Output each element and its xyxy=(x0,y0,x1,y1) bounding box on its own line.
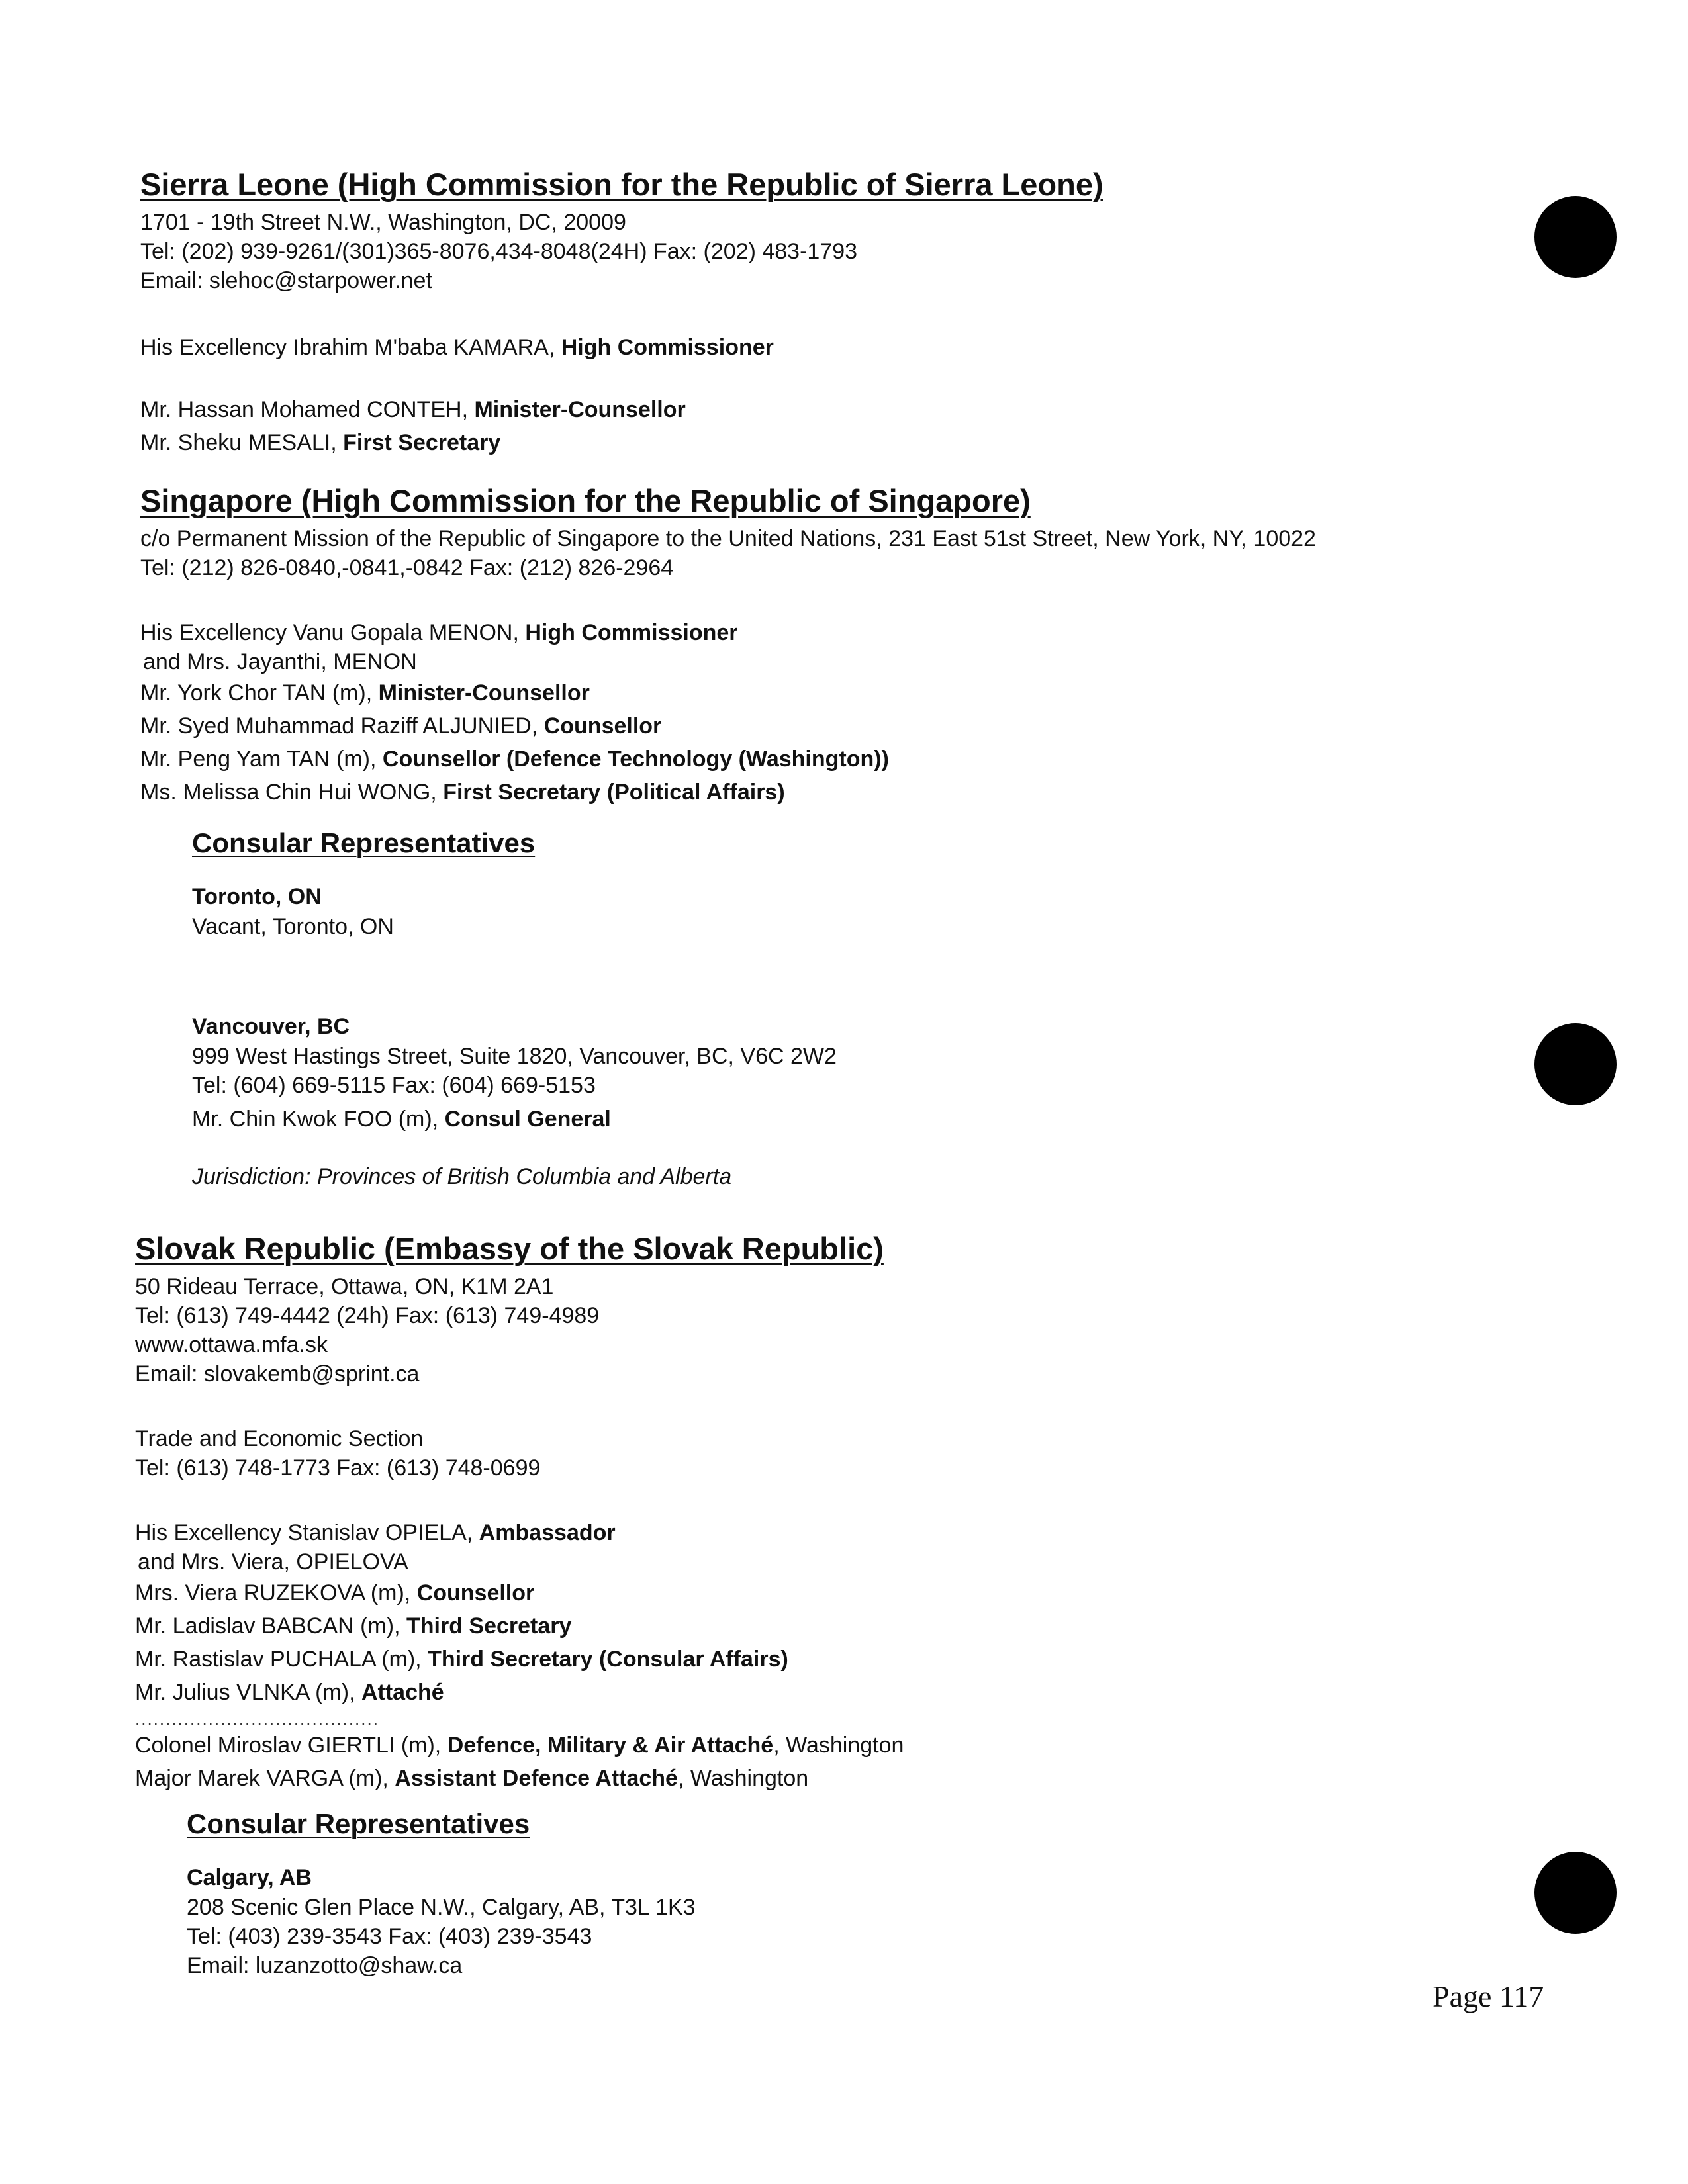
binder-hole-middle xyxy=(1534,1023,1617,1105)
head-of-mission xyxy=(140,618,1504,647)
slovak-tel: Tel: (613) 749-4442 (24h) Fax: (613) 749-4989 xyxy=(135,1303,600,1328)
diplomat-title: High Commissioner xyxy=(561,335,774,360)
diplomat-location: , Washington xyxy=(677,1766,809,1791)
diplomat-title: Third Secretary (Consular Affairs) xyxy=(428,1647,788,1672)
spouse: and Mrs. Viera, OPIELOVA xyxy=(138,1549,408,1574)
binder-hole-bottom xyxy=(1534,1852,1617,1934)
diplomat-name: Major Marek VARGA (m), xyxy=(135,1766,395,1791)
binder-hole-top xyxy=(1534,196,1617,278)
diplomat-location: , Washington xyxy=(773,1733,904,1758)
singapore-address: c/o Permanent Mission of the Republic of Singapore to the United Nations, 231 East 51st Street, New York, NY, 10022 xyxy=(140,526,1316,551)
consular-heading: Consular Representatives xyxy=(192,827,536,858)
diplomat-entry xyxy=(140,676,1504,709)
slovak-address: 50 Rideau Terrace, Ottawa, ON, K1M 2A1 xyxy=(135,1274,554,1299)
diplomat-entry xyxy=(135,1610,1499,1643)
diplomat-name: Mrs. Viera RUZEKOVA (m), xyxy=(135,1580,417,1606)
consulate-city: Toronto, ON xyxy=(192,884,322,909)
diplomat-title: Assistant Defence Attaché xyxy=(395,1766,678,1791)
consulate-tel: Tel: (604) 669-5115 Fax: (604) 669-5153 xyxy=(192,1073,596,1098)
sierra-leone-email: Email: slehoc@starpower.net xyxy=(140,268,432,293)
diplomat-entry xyxy=(135,1676,1499,1709)
diplomat-title: Consul General xyxy=(444,1107,611,1132)
diplomat-title: Third Secretary xyxy=(406,1614,572,1639)
trade-section-label: Trade and Economic Section xyxy=(135,1426,424,1451)
slovak-section xyxy=(135,1230,1499,1980)
diplomat-name: Ms. Melissa Chin Hui WONG, xyxy=(140,780,444,805)
diplomat-name: Mr. Rastislav PUCHALA (m), xyxy=(135,1647,428,1672)
diplomat-entry xyxy=(140,331,1504,364)
defence-entry xyxy=(135,1762,1499,1795)
dotted-separator: ........................................ xyxy=(135,1709,379,1729)
sierra-leone-tel: Tel: (202) 939-9261/(301)365-8076,434-8048(24H) Fax: (202) 483-1793 xyxy=(140,239,858,264)
diplomat-title: First Secretary xyxy=(343,430,501,455)
singapore-tel: Tel: (212) 826-0840,-0841,-0842 Fax: (212) 826-2964 xyxy=(140,555,674,580)
diplomat-entry xyxy=(140,776,1504,809)
consulate-city: Vancouver, BC xyxy=(192,1014,350,1039)
diplomat-entry xyxy=(140,709,1504,743)
diplomat-title: Ambassador xyxy=(479,1520,616,1545)
diplomat-entry xyxy=(140,393,1504,426)
diplomat-name: Mr. Peng Yam TAN (m), xyxy=(140,747,383,772)
diplomat-name: His Excellency Ibrahim M'baba KAMARA, xyxy=(140,335,561,360)
singapore-consular-block xyxy=(140,825,1504,1191)
diplomat-name: Mr. Hassan Mohamed CONTEH, xyxy=(140,397,475,422)
slovak-website: www.ottawa.mfa.sk xyxy=(135,1332,328,1357)
diplomat-title: Minister-Counsellor xyxy=(474,397,686,422)
sierra-leone-address: 1701 - 19th Street N.W., Washington, DC, 20009 xyxy=(140,210,626,235)
diplomat-name: Mr. Ladislav BABCAN (m), xyxy=(135,1614,406,1639)
diplomat-title: Counsellor (Defence Technology (Washington)) xyxy=(382,747,889,772)
diplomat-name: Mr. Julius VLNKA (m), xyxy=(135,1680,361,1705)
diplomat-entry xyxy=(135,1643,1499,1676)
consulate-line: Vacant, Toronto, ON xyxy=(192,914,394,939)
consul-entry xyxy=(192,1103,1504,1136)
consulate-city: Calgary, AB xyxy=(187,1865,312,1890)
singapore-heading: Singapore (High Commission for the Republic of Singapore) xyxy=(140,483,1031,518)
consulate-email: Email: luzanzotto@shaw.ca xyxy=(187,1953,463,1978)
diplomat-title: Counsellor xyxy=(416,1580,535,1606)
diplomat-title: Counsellor xyxy=(543,713,662,739)
diplomat-title: Defence, Military & Air Attaché xyxy=(447,1733,774,1758)
sierra-leone-heading: Sierra Leone (High Commission for the Republic of Sierra Leone) xyxy=(140,167,1103,202)
page-number: Page 117 xyxy=(1432,1979,1544,2013)
diplomat-title: Minister-Counsellor xyxy=(378,680,590,705)
diplomat-title: High Commissioner xyxy=(525,620,738,645)
diplomat-name: His Excellency Stanislav OPIELA, xyxy=(135,1520,479,1545)
consulate-address: 999 West Hastings Street, Suite 1820, Vancouver, BC, V6C 2W2 xyxy=(192,1044,837,1069)
diplomat-entry xyxy=(140,743,1504,776)
spouse: and Mrs. Jayanthi, MENON xyxy=(143,649,417,674)
diplomat-name: Colonel Miroslav GIERTLI (m), xyxy=(135,1733,447,1758)
diplomat-name: Mr. Syed Muhammad Raziff ALJUNIED, xyxy=(140,713,544,739)
consulate-address: 208 Scenic Glen Place N.W., Calgary, AB, T3L 1K3 xyxy=(187,1895,696,1920)
head-of-mission xyxy=(135,1518,1499,1547)
sierra-leone-section xyxy=(140,165,1504,459)
consular-heading: Consular Representatives xyxy=(187,1808,530,1839)
consulate-tel: Tel: (403) 239-3543 Fax: (403) 239-3543 xyxy=(187,1924,592,1949)
diplomat-entry xyxy=(135,1576,1499,1610)
diplomat-entry xyxy=(140,426,1504,459)
trade-section-tel: Tel: (613) 748-1773 Fax: (613) 748-0699 xyxy=(135,1455,541,1480)
jurisdiction-note: Jurisdiction: Provinces of British Columbia and Alberta xyxy=(192,1164,732,1189)
diplomat-name: Mr. Sheku MESALI, xyxy=(140,430,344,455)
slovak-email: Email: slovakemb@sprint.ca xyxy=(135,1361,420,1387)
singapore-section xyxy=(140,482,1504,1191)
diplomat-title: Attaché xyxy=(361,1680,444,1705)
slovak-consular-block xyxy=(135,1805,1499,1980)
diplomat-title: First Secretary (Political Affairs) xyxy=(443,780,785,805)
diplomat-name: Mr. Chin Kwok FOO (m), xyxy=(192,1107,445,1132)
diplomat-name: His Excellency Vanu Gopala MENON, xyxy=(140,620,526,645)
slovak-heading: Slovak Republic (Embassy of the Slovak Republic) xyxy=(135,1231,884,1266)
diplomat-name: Mr. York Chor TAN (m), xyxy=(140,680,379,705)
defence-entry xyxy=(135,1729,1499,1762)
